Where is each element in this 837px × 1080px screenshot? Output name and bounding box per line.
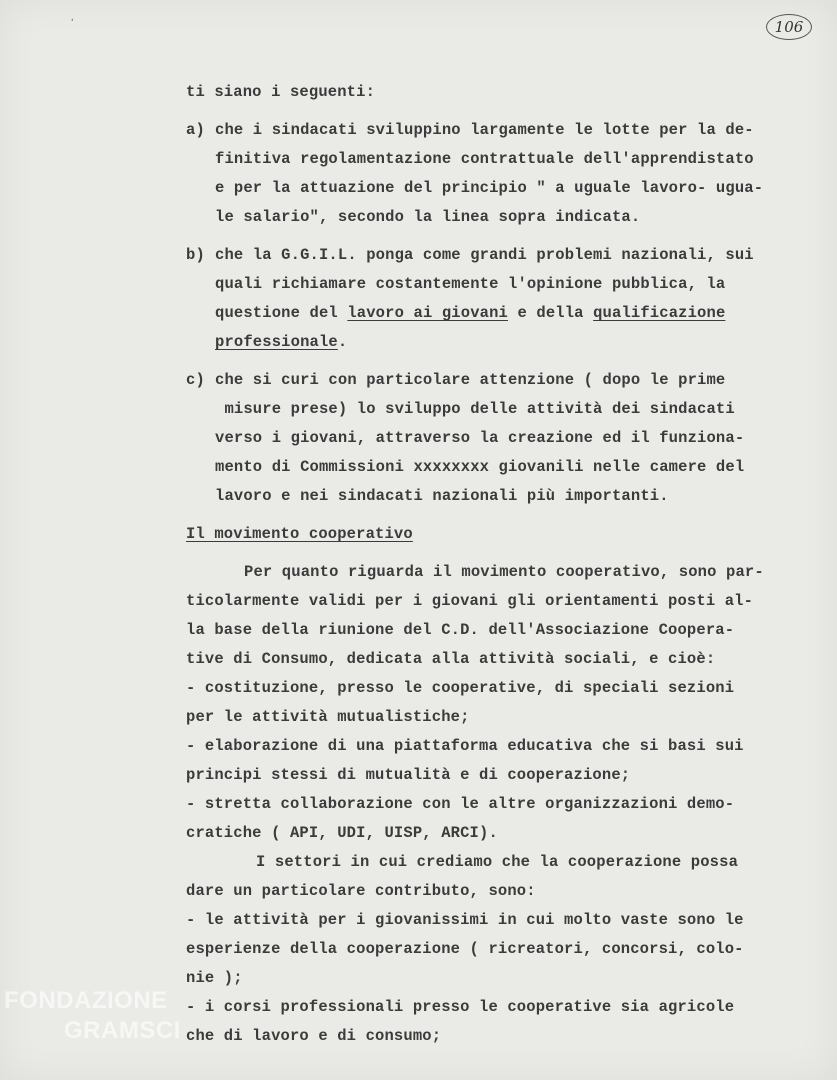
- paragraph-line: che di lavoro e di consumo;: [186, 1027, 442, 1045]
- item-line: verso i giovani, attraverso la creazione ed il funziona-: [215, 429, 745, 447]
- item-line: che si curi con particolare attenzione ( dopo le prime: [215, 371, 726, 389]
- paragraph-line: la base della riunione del C.D. dell'Associazione Coopera-: [186, 621, 735, 639]
- corner-mark: ˈ: [68, 18, 77, 34]
- list-item-a: [186, 116, 796, 232]
- item-line: le salario", secondo la linea sopra indicata.: [215, 208, 641, 226]
- paragraph-line: I settori in cui crediamo che la cooperazione possa: [256, 853, 739, 871]
- paragraph-line: tive di Consumo, dedicata alla attività sociali, e cioè:: [186, 650, 716, 668]
- item-line: lavoro e nei sindacati nazionali più importanti.: [215, 487, 669, 505]
- paragraph-line: ticolarmente validi per i giovani gli orientamenti posti al-: [186, 592, 754, 610]
- paragraph-line: principi stessi di mutualità e di cooperazione;: [186, 766, 631, 784]
- intro-line: ti siano i seguenti:: [186, 83, 376, 101]
- item-line: che i sindacati sviluppino largamente le lotte per la de-: [215, 121, 754, 139]
- text-run: questione del: [215, 304, 348, 322]
- page-number: 106: [766, 14, 812, 40]
- item-line: che la G.G.I.L. ponga come grandi problemi nazionali, sui: [215, 246, 754, 264]
- bullet-line: - elaborazione di una piattaforma educativa che si basi sui: [186, 737, 744, 755]
- paragraph-line: Per quanto riguarda il movimento cooperativo, sono par-: [244, 563, 764, 581]
- typed-text: [186, 78, 796, 1051]
- underlined-text: professionale: [215, 333, 338, 351]
- item-line: e per la attuazione del principio " a uguale lavoro- ugua-: [215, 179, 764, 197]
- watermark-logo: [4, 986, 181, 1046]
- underlined-text: qualificazione: [593, 304, 726, 322]
- underlined-text: lavoro ai giovani: [347, 304, 509, 322]
- paragraph-line: nie );: [186, 969, 243, 987]
- watermark-text: FONDAZIONE: [4, 987, 168, 1014]
- bullet-line: - le attività per i giovanissimi in cui molto vaste sono le: [186, 911, 744, 929]
- bullet-line: - costituzione, presso le cooperative, di speciali sezioni: [186, 679, 735, 697]
- item-line: mento di Commissioni xxxxxxxx giovanili nelle camere del: [215, 458, 745, 476]
- item-line: [215, 328, 796, 357]
- list-item-b: [186, 241, 796, 357]
- item-line: misure prese) lo sviluppo delle attività dei sindacati: [215, 400, 735, 418]
- item-line: quali richiamare costantemente l'opinione pubblica, la: [215, 275, 726, 293]
- bullet-line: - stretta collaborazione con le altre organizzazioni demo-: [186, 795, 735, 813]
- paragraph-line: cratiche ( API, UDI, UISP, ARCI).: [186, 824, 498, 842]
- list-item-c: [186, 366, 796, 511]
- section-heading: Il movimento cooperativo: [186, 525, 413, 543]
- item-label: a): [186, 121, 205, 139]
- item-line: finitiva regolamentazione contrattuale dell'apprendistato: [215, 150, 754, 168]
- paragraph-line: per le attività mutualistiche;: [186, 708, 470, 726]
- paragraph-line: esperienze della cooperazione ( ricreatori, concorsi, colo-: [186, 940, 744, 958]
- item-label: b): [186, 246, 205, 264]
- item-line: [215, 299, 796, 328]
- watermark-text: GRAMSCI: [64, 1017, 181, 1044]
- paragraph-line: dare un particolare contributo, sono:: [186, 882, 536, 900]
- bullet-line: - i corsi professionali presso le cooperative sia agricole: [186, 998, 735, 1016]
- text-run: .: [337, 333, 348, 351]
- text-run: e della: [508, 304, 594, 322]
- item-label: c): [186, 371, 205, 389]
